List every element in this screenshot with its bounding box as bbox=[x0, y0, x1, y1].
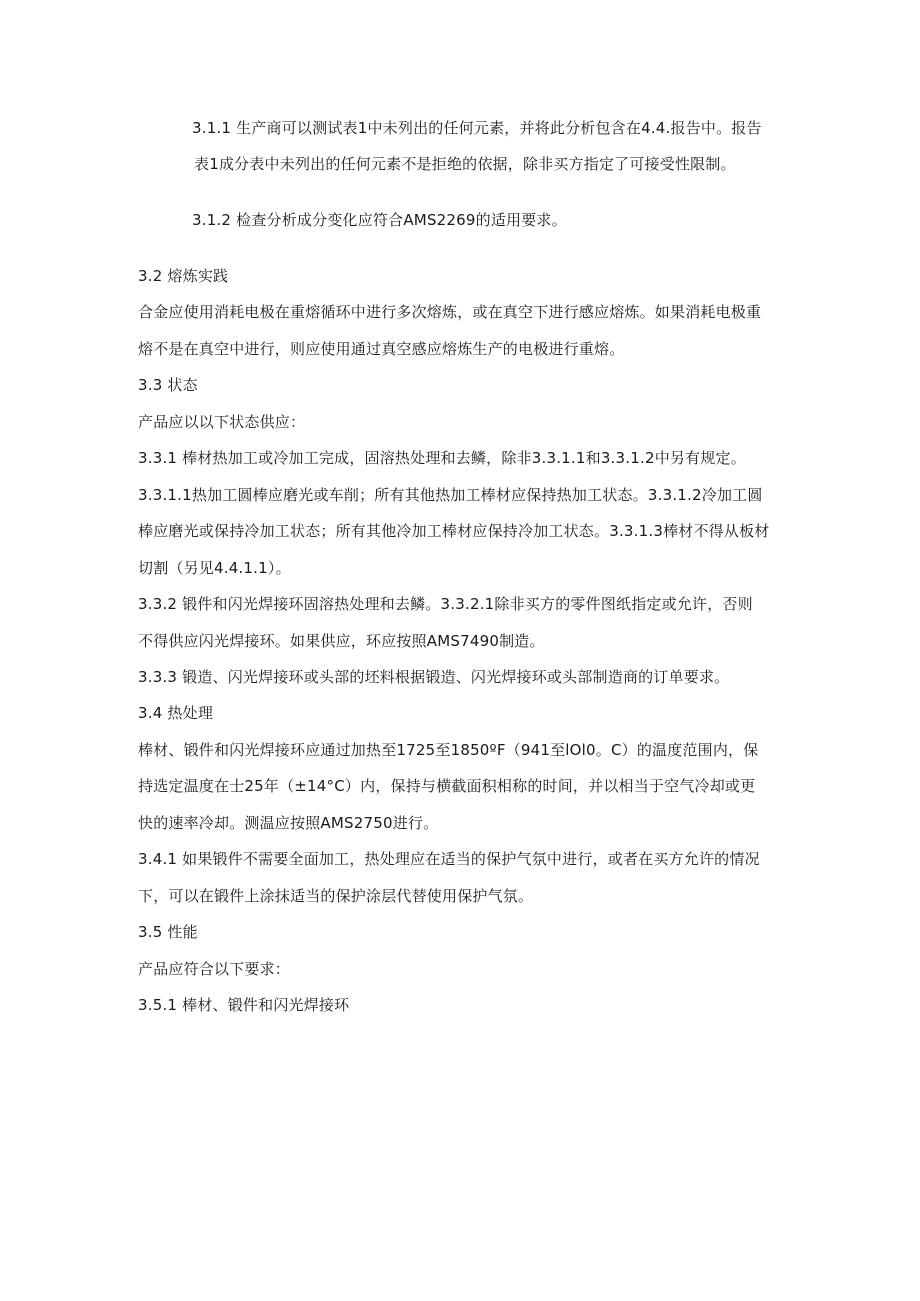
clause-3-3-2-line-2: 不得供应闪光焊接环。如果供应，环应按照AMS7490制造。 bbox=[138, 632, 545, 650]
heading-3-5: 3.5 性能 bbox=[138, 923, 198, 941]
heading-3-4: 3.4 热处理 bbox=[138, 704, 214, 722]
heading-3-3: 3.3 状态 bbox=[138, 376, 198, 394]
clause-3-3-1-1-line-1: 3.3.1.1热加工圆棒应磨光或车削；所有其他热加工棒材应保持热加工状态。3.3.1.2冷加工圆 bbox=[138, 486, 763, 504]
clause-3-1-1-line-2: 表1成分表中未列出的任何元素不是拒绝的依据，除非买方指定了可接受性限制。 bbox=[194, 155, 736, 173]
clause-3-4-1-line-1: 3.4.1 如果锻件不需要全面加工，热处理应在适当的保护气氛中进行，或者在买方允许的情况 bbox=[138, 850, 760, 868]
clause-3-3-1-1-line-3: 切割（另见4.4.1.1）。 bbox=[138, 559, 291, 577]
clause-3-3-1-1-line-2: 棒应磨光或保持冷加工状态；所有其他冷加工棒材应保持冷加工状态。3.3.1.3棒材不得从板材 bbox=[138, 522, 770, 540]
heading-3-2: 3.2 熔炼实践 bbox=[138, 267, 229, 285]
clause-3-3-1: 3.3.1 棒材热加工或冷加工完成，固溶热处理和去鳞，除非3.3.1.1和3.3.1.2中另有规定。 bbox=[138, 449, 746, 467]
clause-3-1-2: 3.1.2 检查分析成分变化应符合AMS2269的适用要求。 bbox=[192, 211, 567, 229]
paragraph-3-4-line-2: 持选定温度在士25年（±14°C）内，保持与横截面积相称的时间，并以相当于空气冷却或更 bbox=[138, 777, 756, 795]
clause-3-1-1-line-1: 3.1.1 生产商可以测试表1中未列出的任何元素，并将此分析包含在4.4.报告中。报告 bbox=[192, 119, 762, 137]
paragraph-3-3: 产品应以以下状态供应： bbox=[138, 413, 306, 431]
paragraph-3-2-line-2: 熔不是在真空中进行，则应使用通过真空感应熔炼生产的电极进行重熔。 bbox=[138, 340, 625, 358]
clause-3-3-2-line-1: 3.3.2 锻件和闪光焊接环固溶热处理和去鳞。3.3.2.1除非买方的零件图纸指定或允许，否则 bbox=[138, 595, 753, 613]
clause-3-4-1-line-2: 下，可以在锻件上涂抹适当的保护涂层代替使用保护气氛。 bbox=[138, 887, 534, 905]
clause-3-3-3: 3.3.3 锻造、闪光焊接环或头部的坯料根据锻造、闪光焊接环或头部制造商的订单要求。 bbox=[138, 668, 730, 686]
paragraph-3-2-line-1: 合金应使用消耗电极在重熔循环中进行多次熔炼，或在真空下进行感应熔炼。如果消耗电极重 bbox=[138, 303, 762, 321]
clause-3-5-1: 3.5.1 棒材、锻件和闪光焊接环 bbox=[138, 996, 350, 1014]
paragraph-3-4-line-3: 快的速率冷却。测温应按照AMS2750进行。 bbox=[138, 814, 439, 832]
paragraph-3-5: 产品应符合以下要求： bbox=[138, 960, 291, 978]
paragraph-3-4-line-1: 棒材、锻件和闪光焊接环应通过加热至1725至1850ºF（941至lOl0。C）的温度范围内，保 bbox=[138, 741, 759, 759]
